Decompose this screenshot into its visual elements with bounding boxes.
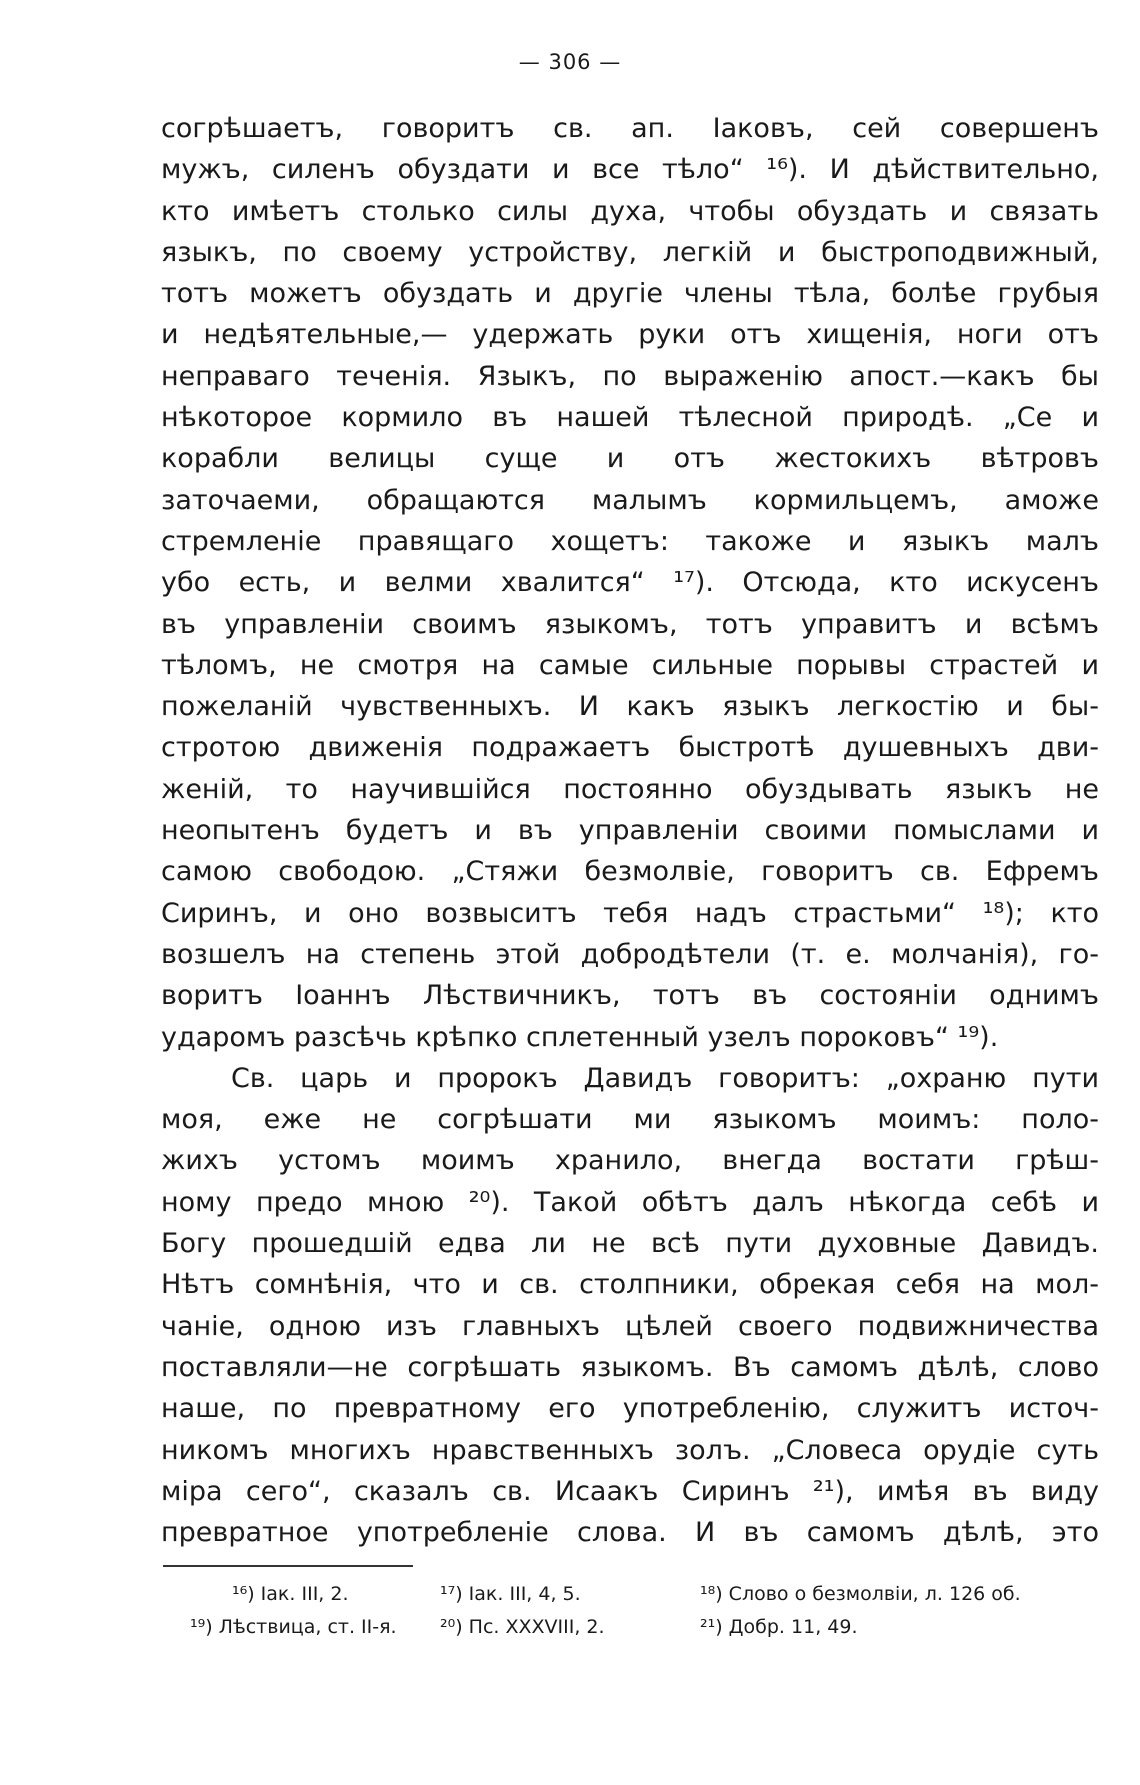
footnote-19: ¹⁹) Лѣствица, ст. II-я. [190, 1616, 397, 1638]
text-line: заточаеми, обращаются малымъ кормильцемъ, аможе [161, 484, 1099, 516]
footnotes [190, 1578, 1100, 1644]
text-line: моя, еже не согрѣшати ми языкомъ моимъ: поло- [161, 1104, 1099, 1136]
page-number: — 306 — [518, 50, 622, 74]
text-line: тотъ можетъ обуздать и другіе члены тѣла, болѣе грубыя [161, 278, 1099, 310]
footnote-20: ²⁰) Пс. XXXVIII, 2. [440, 1616, 605, 1638]
text-line: и недѣятельные,— удержать руки отъ хищенія, ноги отъ [161, 319, 1099, 351]
text-line: мужъ, силенъ обуздати и все тѣло“ ¹⁶). И дѣйствительно, [161, 154, 1099, 186]
text-line: жихъ устомъ моимъ хранило, внегда востати грѣш- [161, 1145, 1099, 1177]
text-line: поставляли—не согрѣшать языкомъ. Въ самомъ дѣлѣ, слово [161, 1351, 1099, 1383]
text-line: стротою движенія подражаетъ быстротѣ душевныхъ дви- [161, 732, 1099, 764]
text-line: Нѣтъ сомнѣнія, что и св. столпники, обрекая себя на мол- [161, 1269, 1099, 1301]
body-text [161, 108, 1099, 1553]
footnote-16: ¹⁶) Іак. III, 2. [232, 1583, 349, 1605]
text-line: самою свободою. „Стяжи безмолвіе, говоритъ св. Ефремъ [161, 856, 1099, 888]
text-line: міра сего“, сказалъ св. Исаакъ Сиринъ ²¹), имѣя въ виду [161, 1475, 1099, 1507]
text-line: ному предо мною ²⁰). Такой обѣтъ далъ нѣкогда себѣ и [161, 1186, 1099, 1218]
text-line: неопытенъ будетъ и въ управленіи своими помыслами и [161, 815, 1099, 847]
text-line: Богу прошедшій едва ли не всѣ пути духовные Давидъ. [161, 1228, 1099, 1260]
text-line: стремленіе правящаго хощетъ: такоже и языкъ малъ [161, 525, 1099, 557]
footnote-row [190, 1578, 1100, 1611]
footnote-17: ¹⁷) Іак. III, 4, 5. [440, 1583, 581, 1605]
text-line: неправаго теченія. Языкъ, по выраженію апост.—какъ бы [161, 360, 1099, 392]
text-line: возшелъ на степень этой добродѣтели (т. е. молчанія), го- [161, 938, 1099, 970]
text-line: языкъ, по своему устройству, легкій и быстроподвижный, [161, 236, 1099, 268]
text-line: пожеланій чувственныхъ. И какъ языкъ легкостію и бы- [161, 691, 1099, 723]
text-line: превратное употребленіе слова. И въ самомъ дѣлѣ, это [161, 1517, 1099, 1549]
text-line: ударомъ разсѣчь крѣпко сплетенный узелъ пороковъ“ ¹⁹). [161, 1021, 999, 1053]
text-line: согрѣшаетъ, говоритъ св. ап. Іаковъ, сей совершенъ [161, 113, 1099, 144]
text-line: въ управленіи своимъ языкомъ, тотъ управитъ и всѣмъ [161, 608, 1099, 640]
text-line: никомъ многихъ нравственныхъ золъ. „Словеса орудіе суть [161, 1434, 1099, 1466]
text-line: наше, по превратному его употребленію, служитъ источ- [161, 1393, 1099, 1425]
text-line: Св. царь и пророкъ Давидъ говоритъ: „охраню пути [231, 1062, 1099, 1094]
footnote-21: ²¹) Добр. 11, 49. [700, 1616, 858, 1638]
text-line: кто имѣетъ столько силы духа, чтобы обуздать и связать [161, 195, 1099, 227]
text-line: Сиринъ, и оно возвыситъ тебя надъ страстьми“ ¹⁸); кто [161, 897, 1099, 929]
text-line: воритъ Іоаннъ Лѣствичникъ, тотъ въ состояніи однимъ [161, 980, 1099, 1012]
text-line: корабли велицы суще и отъ жестокихъ вѣтровъ [161, 443, 1099, 475]
text-line: тѣломъ, не смотря на самые сильные порывы страстей и [161, 649, 1099, 681]
text-line: чаніе, одною изъ главныхъ цѣлей своего подвижничества [161, 1310, 1099, 1342]
text-line: женій, то научившійся постоянно обуздывать языкъ не [161, 773, 1099, 805]
text-line: нѣкоторое кормило въ нашей тѣлесной природѣ. „Се и [161, 402, 1099, 434]
footnote-18: ¹⁸) Слово о безмолвіи, л. 126 об. [700, 1583, 1021, 1605]
text-line: убо есть, и велми хвалится“ ¹⁷). Отсюда, кто искусенъ [161, 567, 1099, 599]
footnote-divider [163, 1565, 413, 1567]
footnote-row [190, 1611, 1100, 1644]
